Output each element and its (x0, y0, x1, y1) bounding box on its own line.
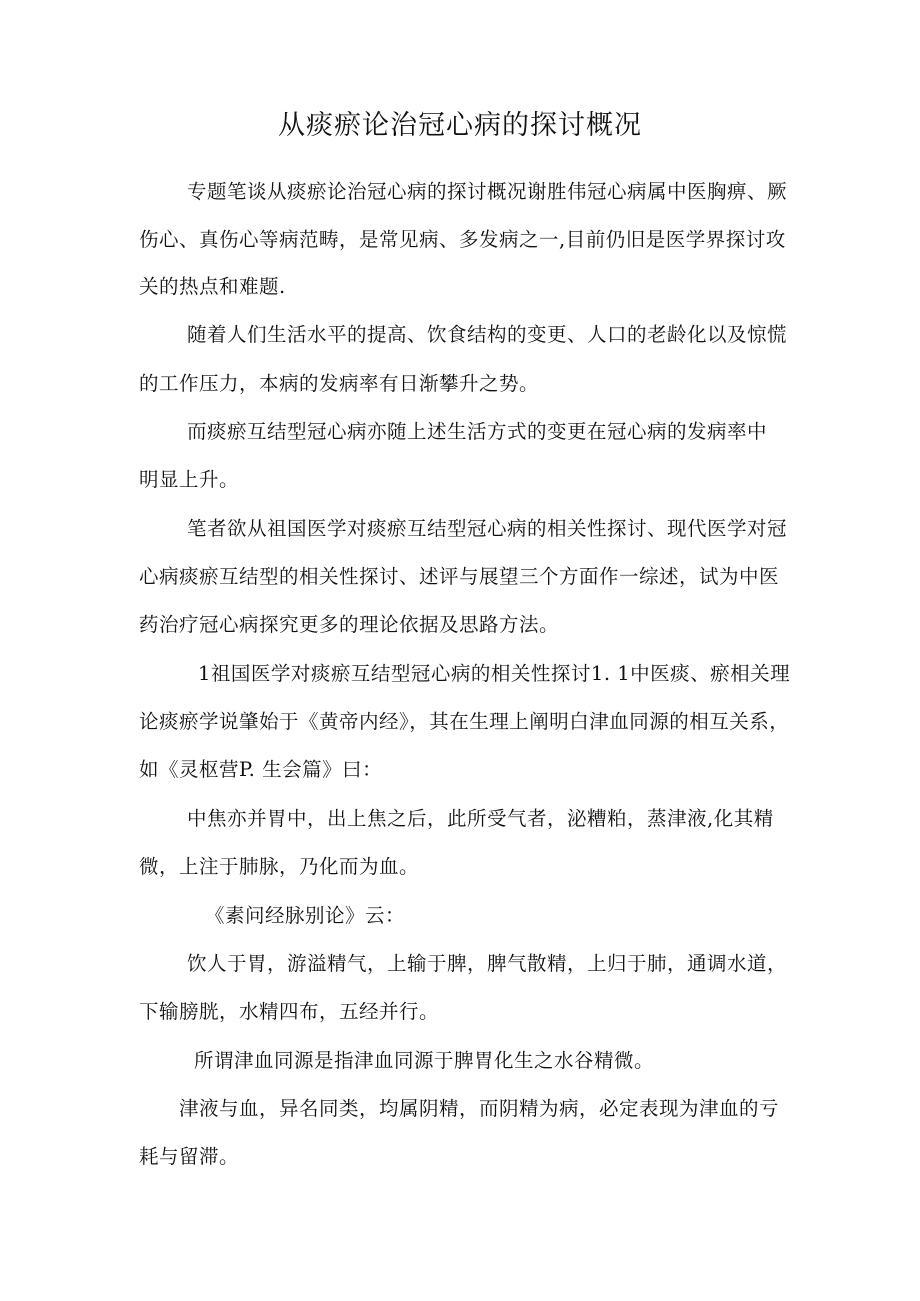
text-line: 《素问经脉别论》云： (205, 904, 406, 927)
text-line: 而痰瘀互结型冠心病亦随上述生活方式的变更在冠心病的发病率中 (187, 420, 768, 443)
text-line: 中焦亦并胃中，出上焦之后，此所受气者，泌糟粕，蒸津液,化其精 (187, 807, 774, 830)
text-line: 笔者欲从祖国医学对痰瘀互结型冠心病的相关性探讨、现代医学对冠 (187, 517, 788, 540)
text-line: 专题笔谈从痰瘀论治冠心病的探讨概况谢胜伟冠心病属中医胸痹、厥 (187, 180, 788, 203)
text-line: 津液与血，异名同类，均属阴精，而阴精为病，必定表现为津血的亏 (179, 1097, 780, 1120)
text-line: 关的热点和难题. (139, 275, 286, 298)
text-line: 饮人于胃，游溢精气，上输于脾，脾气散精，上归于肺，通调水道， (187, 952, 788, 975)
text-line: 明显上升。 (139, 468, 240, 491)
document-title: 从痰瘀论治冠心病的探讨概况 (278, 110, 642, 141)
text-line: 的工作压力，本病的发病率有日渐攀升之势。 (139, 372, 540, 395)
text-line: 论痰瘀学说肇始于《黄帝内经》，其在生理上阐明白津血同源的相互关系， (139, 710, 790, 733)
text-line: 所谓津血同源是指津血同源于脾胃化生之水谷精微。 (194, 1049, 655, 1072)
text-line: 药治疗冠心病探究更多的理论依据及思路方法。 (139, 613, 560, 636)
text-line: 伤心、真伤心等病范畴，是常见病、多发病之一,目前仍旧是医学界探讨攻 (139, 228, 786, 251)
text-line: 下输膀胱，水精四布，五经并行。 (139, 1000, 440, 1023)
text-line: 微，上注于肺脉，乃化而为血。 (139, 855, 420, 878)
text-line: 心病痰瘀互结型的相关性探讨、述评与展望三个方面作一综述，试为中医 (139, 565, 780, 588)
text-line: 1祖国医学对痰瘀互结型冠心病的相关性探讨1. 1中医痰、瘀相关理 (198, 662, 791, 685)
text-line: 耗与留滞。 (139, 1145, 240, 1168)
text-line: 随着人们生活水平的提高、饮食结构的变更、人口的老龄化以及惊慌 (187, 323, 788, 346)
text-line: 如《灵枢营P. 生会篇》曰： (139, 758, 383, 781)
